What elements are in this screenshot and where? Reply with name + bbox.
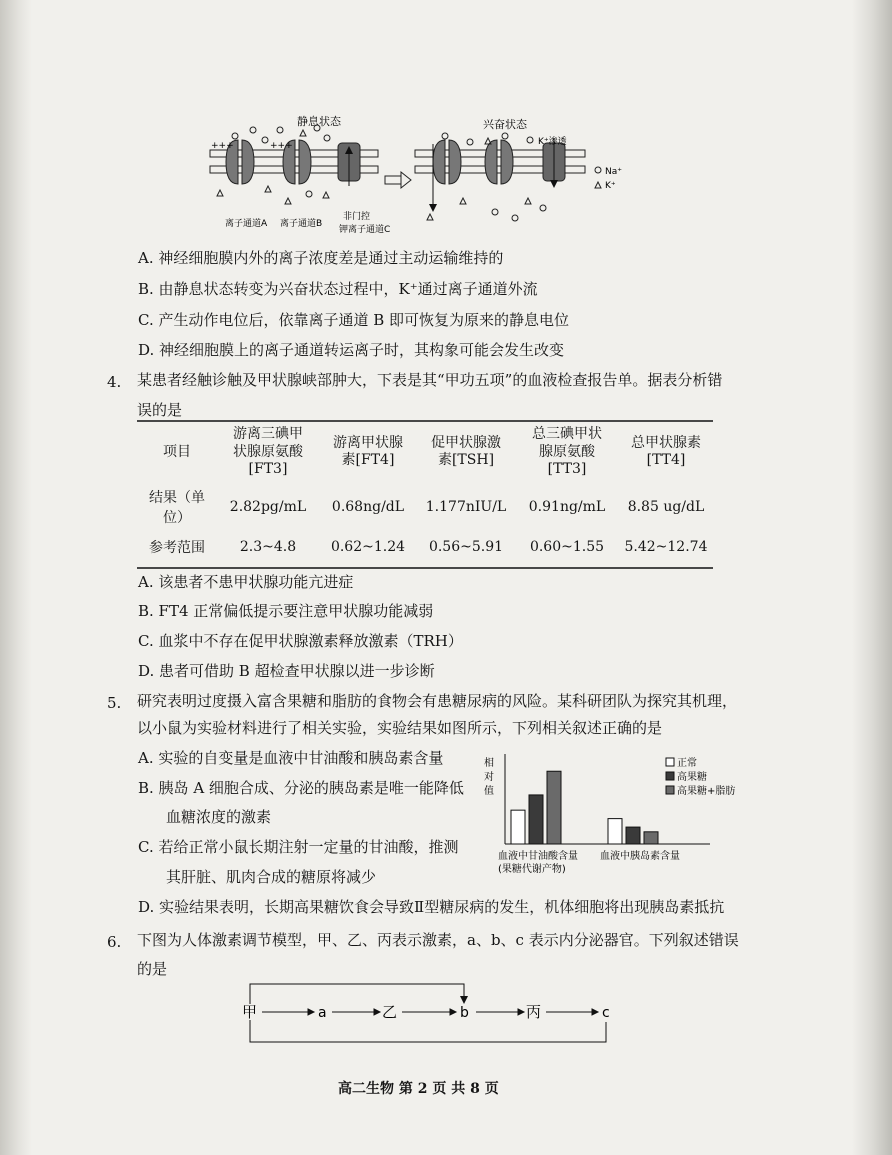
table-cell: 结果（单位） [149, 489, 205, 526]
y-axis-label-3: 值 [484, 786, 494, 797]
q5-stem-line1: 研究表明过度摄入富含果糖和脂肪的食物会有患糖尿病的风险。某科研团队为探究其机理， [137, 692, 738, 710]
q3-option-c: C. 产生动作电位后，依靠离子通道 B 即可恢复为原来的静息电位 [138, 311, 570, 329]
k-leak-label: K⁺渗透 [538, 137, 567, 147]
excite-state-label: 兴奋状态 [483, 118, 527, 131]
q5-option-b-line2: 血糖浓度的激素 [166, 808, 272, 826]
bar-1-1 [511, 810, 525, 844]
table-cell: 1.177nIU/L [425, 498, 507, 515]
bar-3-2 [644, 832, 658, 844]
x-category-label-2: 血液中胰岛素含量 [600, 851, 680, 862]
header-ft4: 游离甲状腺 素[FT4] [333, 434, 403, 469]
legend-swatch-2 [666, 772, 674, 780]
legend-label-2: 高果糖 [677, 772, 707, 783]
q3-option-d: D. 神经细胞膜上的离子通道转运离子时，其构象可能会发生改变 [138, 341, 565, 359]
glycerate-insulin-bar-chart [478, 748, 760, 880]
legend-swatch-1 [666, 758, 674, 766]
header-ft3: 游离三碘甲 状腺原氨酸 [FT3] [233, 426, 303, 477]
table-header-row [137, 420, 713, 487]
table-cell: 0.91ng/mL [528, 498, 606, 515]
header-item: 项目 [163, 443, 191, 460]
table-row-reference [137, 527, 713, 567]
q4-stem-line2: 误的是 [137, 401, 183, 419]
q4-option-a: A. 该患者不患甲状腺功能亢进症 [138, 573, 354, 591]
channel-c-label-1: 非门控 [343, 212, 371, 222]
legend-label-3: 高果糖+脂肪 [677, 786, 736, 797]
q4-option-b: B. FT4 正常偏低提示要注意甲状腺功能减弱 [138, 602, 434, 620]
q5-stem-line2: 以小鼠为实验材料进行了相关实验，实验结果如图所示，下列相关叙述正确的是 [137, 719, 663, 737]
node-b: b [460, 1005, 469, 1021]
q5-number: 5. [107, 694, 122, 712]
table-cell: 2.3~4.8 [239, 538, 297, 555]
q5-option-c-line2: 其肝脏、肌肉合成的糖原将减少 [166, 868, 377, 886]
plus-signs: +++ [211, 141, 234, 151]
legend-swatch-3 [666, 786, 674, 794]
table-cell: 0.60~1.55 [529, 538, 605, 555]
channel-b-label: 离子通道B [280, 219, 323, 229]
y-axis-label-1: 相 [484, 758, 494, 769]
node-a: a [318, 1005, 327, 1021]
bar-1-2 [608, 819, 622, 844]
bar-2-1 [529, 795, 543, 844]
header-tsh: 促甲状腺激 素[TSH] [431, 434, 501, 469]
x-category-subtitle-1: (果糖代谢产物) [498, 864, 566, 875]
y-axis-label-2: 对 [484, 772, 494, 783]
scan-right-edge [852, 0, 892, 1155]
ion-channel-diagram [205, 108, 635, 238]
q6-stem-line2: 的是 [137, 960, 168, 978]
x-category-label-1: 血液中甘油酸含量 [498, 851, 578, 862]
plus-signs-2: +++ [270, 141, 293, 151]
node-yi: 乙 [382, 1003, 398, 1021]
q3-option-a: A. 神经细胞膜内外的离子浓度差是通过主动运输维持的 [138, 249, 504, 267]
rest-state-label: 静息状态 [297, 115, 341, 128]
page-footer: 高二生物 第 2 页 共 8 页 [338, 1081, 499, 1097]
bar-3-1 [547, 771, 561, 844]
q4-option-c: C. 血浆中不存在促甲状腺激素释放激素（TRH） [138, 632, 463, 650]
hormone-regulation-diagram [236, 978, 626, 1050]
q6-stem-line1: 下图为人体激素调节模型，甲、乙、丙表示激素，a、b、c 表示内分泌器官。下列叙述错误 [137, 931, 739, 949]
q3-option-b: B. 由静息状态转变为兴奋状态过程中，K⁺通过离子通道外流 [138, 280, 538, 298]
node-c: c [602, 1005, 610, 1021]
q5-option-d: D. 实验结果表明，长期高果糖饮食会导致Ⅱ型糖尿病的发生，机体细胞将出现胰岛素抵抗 [138, 898, 725, 916]
table-cell: 参考范围 [149, 539, 205, 556]
legend-label-1: 正常 [677, 758, 697, 769]
table-cell: 2.82pg/mL [229, 498, 307, 515]
table-cell: 5.42~12.74 [624, 538, 708, 555]
thyroid-report-table [137, 420, 713, 567]
q5-option-a: A. 实验的自变量是血液中甘油酸和胰岛素含量 [138, 749, 444, 767]
q6-number: 6. [107, 933, 122, 951]
q4-stem-line1: 某患者经触诊触及甲状腺峡部肿大，下表是其“甲功五项”的血液检查报告单。据表分析错 [137, 371, 723, 389]
q4-option-d: D. 患者可借助 B 超检查甲状腺以进一步诊断 [138, 662, 435, 680]
legend-na-label: Na⁺ [605, 167, 622, 177]
table-cell: 0.56~5.91 [428, 538, 504, 555]
header-tt4: 总甲状腺素 [TT4] [631, 434, 701, 469]
channel-a-label: 离子通道A [225, 219, 268, 229]
channel-c-label-2: 钾离子通道C [339, 225, 391, 235]
q4-number: 4. [107, 373, 122, 391]
q5-option-c-line1: C. 若给正常小鼠长期注射一定量的甘油酸，推测 [138, 838, 459, 856]
table-row-result [137, 487, 713, 527]
table-cell: 0.68ng/dL [331, 498, 405, 515]
scan-left-edge [0, 0, 32, 1155]
header-tt3: 总三碘甲状 腺原氨酸 [TT3] [532, 426, 602, 477]
legend-k-label: K⁺ [605, 181, 616, 191]
node-bing: 丙 [526, 1003, 542, 1021]
node-jia: 甲 [242, 1003, 258, 1021]
table-cell: 0.62~1.24 [330, 538, 406, 555]
table-cell: 8.85 ug/dL [627, 498, 705, 515]
bar-2-2 [626, 827, 640, 844]
q5-option-b-line1: B. 胰岛 A 细胞合成、分泌的胰岛素是唯一能降低 [138, 779, 464, 797]
